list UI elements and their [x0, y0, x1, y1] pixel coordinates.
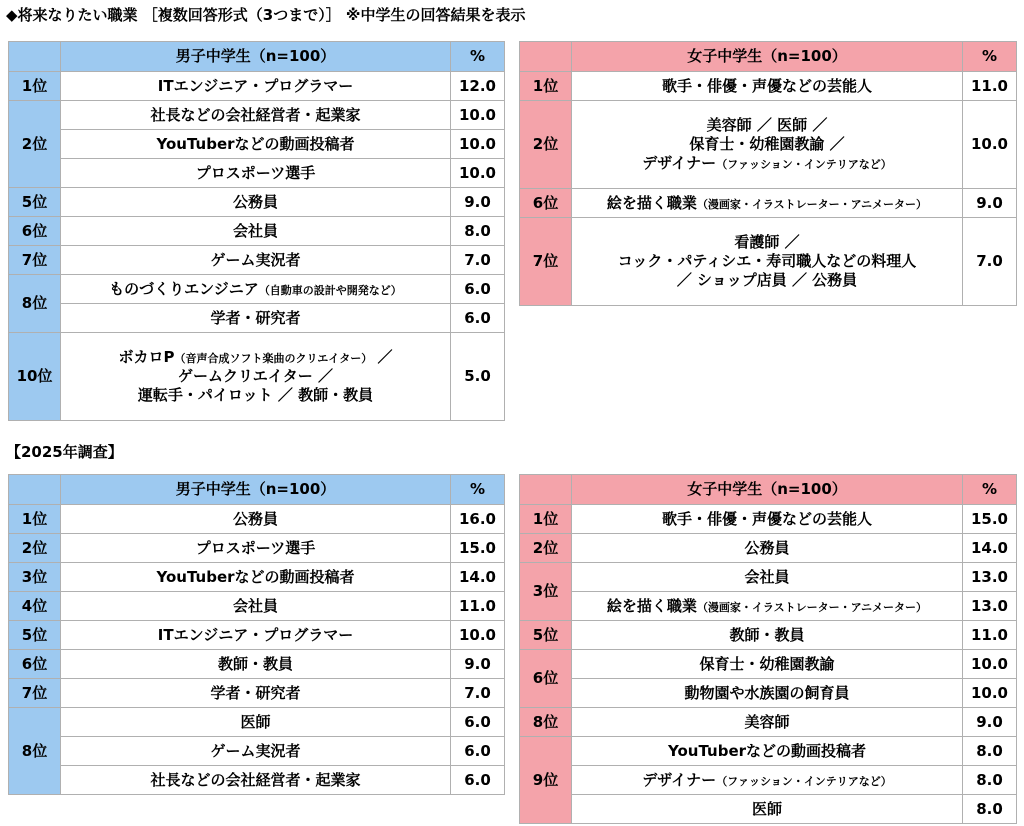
rank-cell: 8位: [9, 708, 61, 795]
job-line: [65, 386, 446, 405]
percent-cell: 11.0: [963, 72, 1017, 101]
table-row: [9, 130, 505, 159]
top-girls-ranking-table: [519, 41, 1017, 306]
percent-cell: 10.0: [963, 101, 1017, 189]
table-row: [9, 766, 505, 795]
job-tail: ／: [372, 348, 393, 367]
job-name: 歌手・俳優・声優などの芸能人: [661, 76, 872, 95]
job-name: 教師・教員: [217, 654, 293, 673]
table-row: [9, 650, 505, 679]
job-cell: [61, 679, 451, 708]
job-name: 会社員: [744, 567, 790, 586]
percent-cell: 15.0: [451, 534, 505, 563]
header-group-label: 男子中学生（n=100）: [61, 42, 451, 72]
percent-cell: 8.0: [963, 737, 1017, 766]
job-cell: [572, 101, 963, 189]
job-cell: [61, 621, 451, 650]
job-name: ／ ショップ店員 ／ 公務員: [676, 270, 858, 289]
job-line: [65, 348, 446, 367]
header-percent: %: [451, 475, 505, 505]
table-row: [9, 621, 505, 650]
percent-cell: 8.0: [963, 766, 1017, 795]
rank-cell: 1位: [9, 505, 61, 534]
job-note: （漫画家・イラストレーター・アニメーター）: [696, 600, 928, 614]
percent-cell: 14.0: [451, 563, 505, 592]
table-row: [520, 766, 1017, 795]
section-title-2025: 【2025年調査】: [6, 443, 123, 461]
table-row: [520, 534, 1017, 563]
header-group-label: 女子中学生（n=100）: [572, 42, 963, 72]
job-line: [576, 135, 958, 154]
job-cell: [61, 333, 451, 421]
table-row: [9, 505, 505, 534]
table-row: [520, 737, 1017, 766]
rank-cell: 4位: [9, 592, 61, 621]
table-row: [520, 592, 1017, 621]
header-corner: [520, 475, 572, 505]
job-line: [576, 116, 958, 135]
job-cell: [61, 188, 451, 217]
rank-cell: 1位: [9, 72, 61, 101]
header-percent: %: [963, 475, 1017, 505]
rank-cell: 7位: [520, 218, 572, 306]
job-name: ITエンジニア・プログラマー: [157, 625, 354, 644]
job-line: [576, 271, 958, 290]
percent-cell: 10.0: [451, 101, 505, 130]
table-row: [520, 650, 1017, 679]
job-cell: [572, 563, 963, 592]
job-note: （ファッション・インテリアなど）: [716, 157, 892, 171]
job-name: 公務員: [744, 538, 790, 557]
percent-cell: 9.0: [451, 650, 505, 679]
job-line: [576, 252, 958, 271]
job-cell: [572, 534, 963, 563]
job-name: ITエンジニア・プログラマー: [157, 76, 354, 95]
job-name: デザイナー: [642, 153, 717, 172]
job-name: 教師・教員: [729, 625, 805, 644]
percent-cell: 10.0: [451, 130, 505, 159]
job-name: ゲームクリエイター ／: [178, 367, 333, 386]
job-note: （漫画家・イラストレーター・アニメーター）: [696, 197, 928, 211]
table-row: [9, 534, 505, 563]
percent-cell: 10.0: [451, 621, 505, 650]
percent-cell: 14.0: [963, 534, 1017, 563]
percent-cell: 13.0: [963, 563, 1017, 592]
rank-cell: 2位: [520, 534, 572, 563]
rank-cell: 6位: [520, 189, 572, 218]
job-cell: [572, 189, 963, 218]
percent-cell: 16.0: [451, 505, 505, 534]
job-name: YouTuberなどの動画投稿者: [667, 741, 867, 760]
percent-cell: 6.0: [451, 708, 505, 737]
header-corner: [9, 475, 61, 505]
job-name: 社長などの会社経営者・起業家: [150, 770, 361, 789]
rank-cell: 6位: [520, 650, 572, 708]
rank-cell: 2位: [9, 534, 61, 563]
rank-cell: 8位: [9, 275, 61, 333]
header-group-label: 男子中学生（n=100）: [61, 475, 451, 505]
table-row: [9, 188, 505, 217]
job-name: YouTuberなどの動画投稿者: [156, 134, 355, 153]
job-name: 公務員: [232, 192, 278, 211]
job-name: 医師: [751, 799, 782, 818]
table-row: [520, 72, 1017, 101]
table-row: [9, 679, 505, 708]
header-percent: %: [963, 42, 1017, 72]
percent-cell: 6.0: [451, 275, 505, 304]
rank-cell: 6位: [9, 650, 61, 679]
job-cell: [572, 650, 963, 679]
job-cell: [572, 218, 963, 306]
rank-cell: 1位: [520, 505, 572, 534]
percent-cell: 6.0: [451, 766, 505, 795]
percent-cell: 7.0: [451, 679, 505, 708]
percent-cell: 11.0: [963, 621, 1017, 650]
job-name: 保育士・幼稚園教諭 ／: [689, 135, 845, 154]
table-row: [520, 621, 1017, 650]
job-cell: [61, 246, 451, 275]
job-name: 保育士・幼稚園教諭: [699, 654, 835, 673]
job-name: 歌手・俳優・声優などの芸能人: [661, 509, 872, 528]
table-row: [520, 101, 1017, 189]
header-percent: %: [451, 42, 505, 72]
percent-cell: 6.0: [451, 737, 505, 766]
job-note: （自動車の設計や開発など）: [258, 283, 402, 297]
table-row: [520, 795, 1017, 824]
percent-cell: 15.0: [963, 505, 1017, 534]
job-name: デザイナー: [642, 770, 717, 789]
percent-cell: 9.0: [963, 708, 1017, 737]
job-cell: [61, 650, 451, 679]
rank-cell: 7位: [9, 246, 61, 275]
job-cell: [572, 621, 963, 650]
page-title: ◆将来なりたい職業 ［複数回答形式（3つまで）］ ※中学生の回答結果を表示: [6, 6, 526, 24]
job-name: プロスポーツ選手: [195, 538, 316, 557]
table-row: [520, 563, 1017, 592]
table-row: [9, 159, 505, 188]
job-name: 動物園や水族園の飼育員: [684, 683, 850, 702]
rank-cell: 10位: [9, 333, 61, 421]
job-cell: [61, 708, 451, 737]
rank-cell: 2位: [9, 101, 61, 188]
job-cell: [61, 130, 451, 159]
table-row: [520, 505, 1017, 534]
table-row: [520, 708, 1017, 737]
percent-cell: 10.0: [451, 159, 505, 188]
job-name: プロスポーツ選手: [195, 163, 316, 182]
job-cell: [572, 795, 963, 824]
job-cell: [572, 72, 963, 101]
job-cell: [572, 679, 963, 708]
table-row: [520, 218, 1017, 306]
header-corner: [9, 42, 61, 72]
job-name: 美容師 ／ 医師 ／: [706, 116, 828, 135]
job-name: 会社員: [232, 221, 278, 240]
rank-cell: 7位: [9, 679, 61, 708]
percent-cell: 13.0: [963, 592, 1017, 621]
rank-cell: 5位: [520, 621, 572, 650]
table-row: [9, 333, 505, 421]
percent-cell: 10.0: [963, 650, 1017, 679]
job-line: [65, 367, 446, 386]
job-cell: [61, 592, 451, 621]
table-row: [9, 737, 505, 766]
job-name: 医師: [240, 712, 271, 731]
table-row: [520, 679, 1017, 708]
job-name: ボカロP: [118, 348, 175, 367]
job-name: 運転手・パイロット ／ 教師・教員: [137, 385, 374, 404]
job-cell: [61, 534, 451, 563]
bottom-boys-ranking-table: [8, 474, 505, 795]
job-name: 絵を描く職業: [606, 193, 697, 212]
table-row: [9, 101, 505, 130]
percent-cell: 7.0: [963, 218, 1017, 306]
job-name: ゲーム実況者: [210, 741, 301, 760]
bottom-girls-ranking-table: [519, 474, 1017, 824]
job-cell: [61, 505, 451, 534]
rank-cell: 3位: [9, 563, 61, 592]
job-cell: [572, 708, 963, 737]
job-cell: [572, 737, 963, 766]
rank-cell: 9位: [520, 737, 572, 824]
percent-cell: 9.0: [963, 189, 1017, 218]
table-row: [9, 304, 505, 333]
job-cell: [61, 563, 451, 592]
header-group-label: 女子中学生（n=100）: [572, 475, 963, 505]
percent-cell: 6.0: [451, 304, 505, 333]
percent-cell: 8.0: [963, 795, 1017, 824]
job-note: （ファッション・インテリアなど）: [716, 774, 892, 788]
rank-cell: 5位: [9, 188, 61, 217]
percent-cell: 10.0: [963, 679, 1017, 708]
job-cell: [61, 304, 451, 333]
table-row: [9, 246, 505, 275]
rank-cell: 6位: [9, 217, 61, 246]
table-row: [9, 708, 505, 737]
job-name: ゲーム実況者: [210, 250, 301, 269]
rank-cell: 5位: [9, 621, 61, 650]
job-name: ものづくりエンジニア: [109, 279, 259, 298]
percent-cell: 8.0: [451, 217, 505, 246]
job-name: 美容師: [744, 712, 790, 731]
job-cell: [61, 275, 451, 304]
job-name: 公務員: [232, 509, 278, 528]
job-cell: [61, 766, 451, 795]
job-name: 学者・研究者: [210, 308, 301, 327]
table-row: [9, 217, 505, 246]
job-name: 社長などの会社経営者・起業家: [150, 105, 361, 124]
job-cell: [572, 592, 963, 621]
job-cell: [61, 101, 451, 130]
percent-cell: 5.0: [451, 333, 505, 421]
job-line: [576, 233, 958, 252]
job-cell: [61, 159, 451, 188]
job-note: （音声合成ソフト楽曲のクリエイター）: [174, 352, 373, 366]
table-row: [9, 275, 505, 304]
job-cell: [572, 766, 963, 795]
percent-cell: 9.0: [451, 188, 505, 217]
table-row: [9, 592, 505, 621]
rank-cell: 8位: [520, 708, 572, 737]
percent-cell: 11.0: [451, 592, 505, 621]
job-name: 絵を描く職業: [606, 596, 697, 615]
table-row: [9, 72, 505, 101]
rank-cell: 2位: [520, 101, 572, 189]
top-boys-ranking-table: [8, 41, 505, 421]
job-name: 看護師 ／: [734, 233, 800, 252]
job-name: 会社員: [232, 596, 278, 615]
job-cell: [572, 505, 963, 534]
table-row: [9, 563, 505, 592]
header-corner: [520, 42, 572, 72]
job-line: [576, 154, 958, 173]
job-name: コック・パティシエ・寿司職人などの料理人: [617, 252, 917, 271]
job-name: YouTuberなどの動画投稿者: [156, 567, 355, 586]
job-cell: [61, 217, 451, 246]
percent-cell: 7.0: [451, 246, 505, 275]
rank-cell: 1位: [520, 72, 572, 101]
percent-cell: 12.0: [451, 72, 505, 101]
rank-cell: 3位: [520, 563, 572, 621]
job-cell: [61, 72, 451, 101]
table-row: [520, 189, 1017, 218]
job-cell: [61, 737, 451, 766]
job-name: 学者・研究者: [210, 683, 301, 702]
